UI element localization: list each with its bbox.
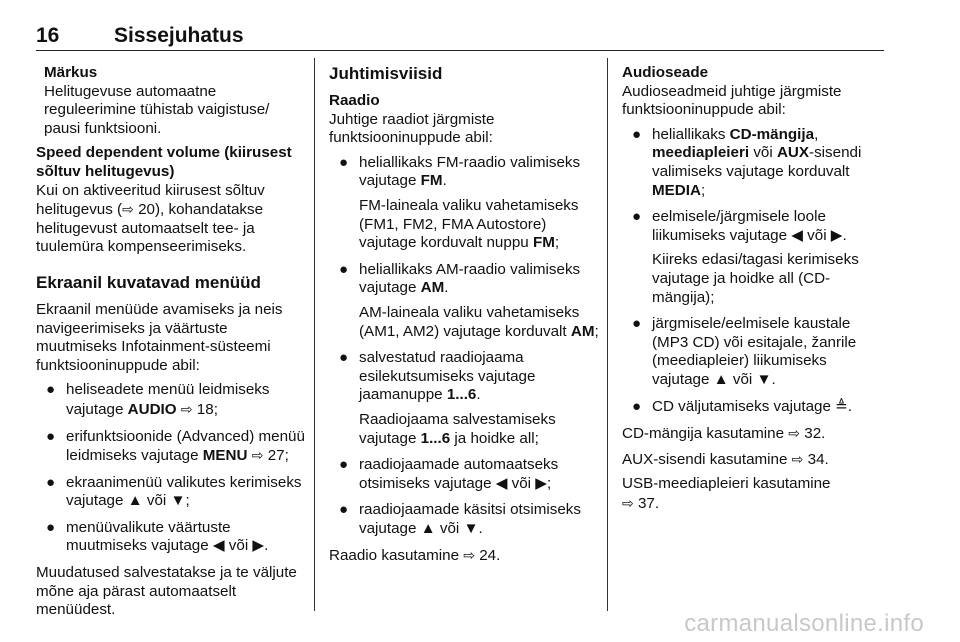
menus-heading: Ekraanil kuvatavad menüüd — [36, 272, 261, 292]
audio-intro: Audioseadmeid juhtige järgmiste funktsiooninuppude abil: — [622, 82, 842, 119]
page-number: 16 — [36, 24, 60, 47]
bullet-icon: ● — [46, 518, 56, 536]
column-divider-1 — [314, 58, 315, 611]
note-box — [36, 64, 306, 138]
column-divider-2 — [607, 58, 608, 611]
page-ref-icon: ⇨ — [122, 201, 134, 218]
list-item: ● raadiojaamade automaatseks otsimiseks vajutage ◀ või ▶; — [339, 456, 559, 492]
controls-heading: Juhtimisviisid — [329, 64, 443, 83]
page-header — [36, 24, 884, 50]
bullet-icon: ● — [632, 125, 642, 143]
bullet-icon: ● — [339, 456, 349, 474]
list-item: ● eelmisele/järgmisele loole liikumiseks vajutage ◀ või ▶. Kiireks edasi/tagasi kerimiseks vajutage ja hoidke all (CD-mängija); — [632, 208, 859, 306]
list-item: ● heliallikaks AM-raadio valimiseks vajutage AM. AM-laineala valiku vahetamiseks (AM1, AM2) vajutage korduvalt AM; — [339, 260, 599, 340]
bullet-icon: ● — [46, 381, 56, 399]
watermark: carmanualsonline.info — [684, 610, 924, 637]
bullet-icon: ● — [46, 427, 56, 445]
page-ref-icon: ⇨ — [791, 450, 804, 467]
page-ref-icon: ⇨ — [251, 447, 264, 464]
bullet-icon: ● — [46, 473, 56, 491]
menus-intro: Ekraanil menüüde avamiseks ja neis navigeerimiseks ja väärtuste muutmiseks Infotainment-süsteemi funktsiooninuppude abil: — [36, 300, 283, 374]
page-ref-icon: ⇨ — [463, 547, 475, 564]
page-ref-icon: ⇨ — [622, 494, 634, 511]
speed-volume-heading: Speed dependent volume (kiirusest sõltuv helitugevus) — [36, 144, 292, 180]
page-ref-icon: ⇨ — [788, 425, 801, 442]
list-item: ● heliallikaks CD-mängija, meediapleieri või AUX-sisendi valimiseks vajutage korduvalt MEDIA; — [632, 125, 862, 199]
list-item: ● raadiojaamade käsitsi otsimiseks vajutage ▲ või ▼. — [339, 501, 581, 537]
list-item: ● heliseadete menüü leidmiseks vajutage AUDIO ⇨ 18; — [46, 381, 270, 418]
aux-usage-link: AUX-sisendi kasutamine ⇨ 34. — [622, 450, 829, 468]
usb-usage-link: USB-meediapleieri kasutamine ⇨ 37. — [622, 475, 831, 512]
note-body: Helitugevuse automaatne reguleerimine tühistab vaigistuse/ pausi funktsiooni. — [44, 82, 270, 137]
list-item: ● erifunktsioonide (Advanced) menüü leidmiseks vajutage MENU ⇨ 27; — [46, 427, 305, 465]
cd-usage-link: CD-mängija kasutamine ⇨ 32. — [622, 425, 826, 443]
list-item: ● salvestatud raadiojaama esilekutsumiseks vajutage jaamanuppe 1...6. Raadiojaama salvestamiseks vajutage 1...6 ja hoidke all; — [339, 349, 556, 447]
radio-heading: Raadio — [329, 92, 380, 109]
bullet-icon: ● — [632, 208, 642, 226]
page-ref-icon: ⇨ — [180, 400, 193, 417]
column-3 — [622, 64, 884, 519]
bullet-icon: ● — [339, 501, 349, 519]
bullet-icon: ● — [632, 315, 642, 333]
menus-closing: Muudatused salvestatakse ja te väljute mõne aja pärast automaatselt menüüdest. — [36, 564, 297, 619]
header-rule — [36, 50, 884, 51]
bullet-icon: ● — [632, 397, 642, 415]
bullet-icon: ● — [339, 260, 349, 278]
list-item: ● CD väljutamiseks vajutage ≜. — [632, 397, 853, 415]
page-title: Sissejuhatus — [114, 24, 244, 47]
list-item: ● järgmisele/eelmisele kaustale (MP3 CD) või esitajale, žanrile (meediapleier) liikumiseks vajutage ▲ või ▼. — [632, 315, 857, 388]
column-2 — [329, 64, 599, 572]
note-title: Märkus — [44, 64, 98, 81]
radio-list — [329, 154, 599, 539]
menus-list — [36, 381, 306, 556]
list-item: ● menüüvalikute väärtuste muutmiseks vajutage ◀ või ▶. — [46, 518, 269, 555]
bullet-icon: ● — [339, 153, 349, 171]
audio-device-heading: Audioseade — [622, 64, 709, 81]
list-item: ● ekraanimenüü valikutes kerimiseks vajutage ▲ või ▼; — [46, 473, 302, 510]
bullet-icon: ● — [339, 349, 349, 367]
audio-list — [622, 126, 884, 416]
speed-volume-text: Kui on aktiveeritud kiirusest sõltuv helitugevus (⇨ 20), kohandatakse helitugevust automaatselt tee- ja tuulemüra kompenseerimiseks. — [36, 181, 265, 256]
column-1 — [36, 64, 306, 626]
radio-intro: Juhtige raadiot järgmiste funktsiooninuppude abil: — [329, 110, 495, 147]
radio-usage-link: Raadio kasutamine ⇨ 24. — [329, 547, 501, 565]
list-item: ● heliallikaks FM-raadio valimiseks vajutage FM. FM-laineala valiku vahetamiseks (FM1, FM2, FMA Autostore) vajutage korduvalt nuppu FM; — [339, 153, 581, 252]
